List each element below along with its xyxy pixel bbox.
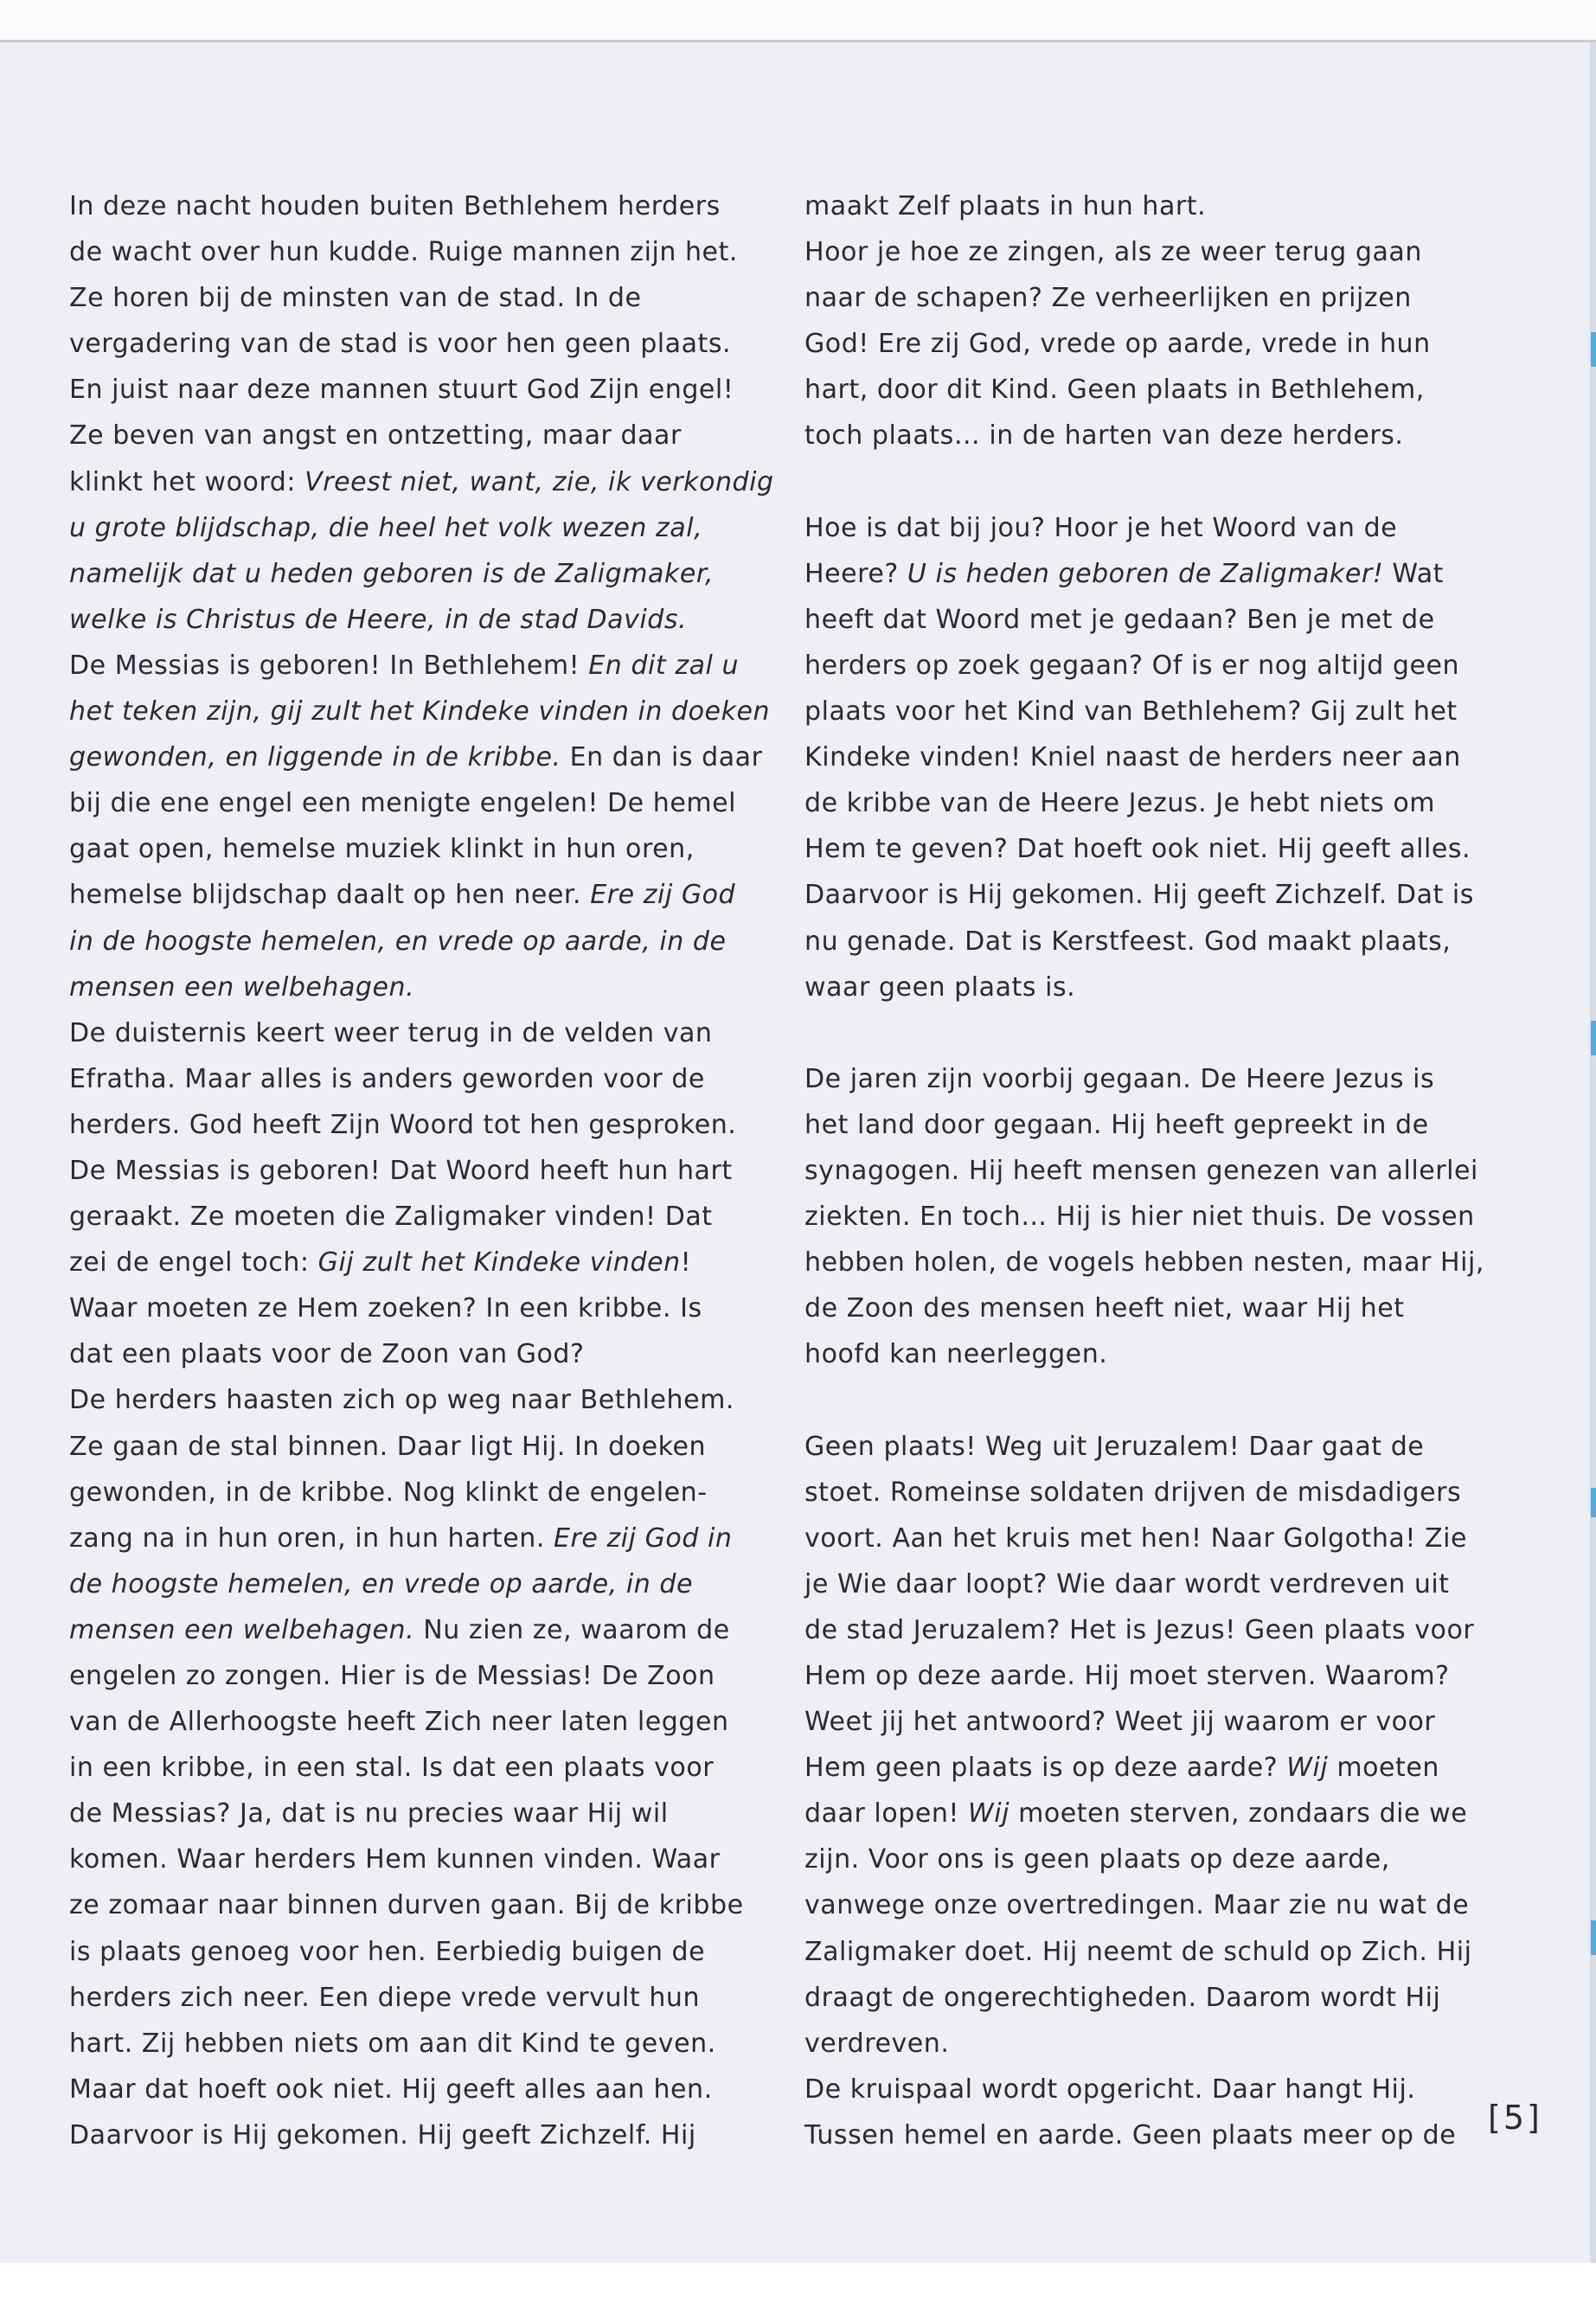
text-run: maakt Zelf plaats in hun hart. xyxy=(804,191,1207,221)
text-run: waar geen plaats is. xyxy=(804,971,1076,1003)
text-line xyxy=(804,2021,1479,2067)
text-line xyxy=(69,505,761,551)
text-run: Zaligmaker doet. Hij neemt de schuld op Zich. Hij xyxy=(804,1936,1472,1967)
text-run: zang na in hun oren, in hun harten. xyxy=(69,1522,554,1554)
right-text-column xyxy=(804,183,1484,2158)
text-run: de kribbe van de Heere Jezus. Je hebt niets om xyxy=(804,788,1436,819)
text-line xyxy=(69,826,761,872)
text-line xyxy=(804,965,1479,1010)
text-line xyxy=(804,551,1479,597)
text-run: heeft dat Woord met je gedaan? Ben je met de xyxy=(804,604,1435,635)
text-line xyxy=(804,229,1479,275)
text-run: engelen zo zongen. Hier is de Messias! De Zoon xyxy=(69,1661,715,1691)
text-run: herders zich neer. Een diepe vrede vervult hun xyxy=(69,1982,701,2013)
text-line xyxy=(69,1882,761,1928)
text-run: dat een plaats voor de Zoon van God? xyxy=(69,1339,585,1370)
text-run: Waar moeten ze Hem zoeken? In een kribbe. Is xyxy=(69,1293,702,1324)
text-line xyxy=(804,275,1479,321)
text-line xyxy=(804,1836,1479,1882)
text-run: Efratha. Maar alles is anders geworden voor de xyxy=(69,1063,705,1094)
text-line xyxy=(804,1653,1479,1699)
scripture-quote: in de hoogste hemelen, en vrede op aarde, in de xyxy=(69,926,727,957)
text-line xyxy=(804,1148,1479,1194)
text-run: de wacht over hun kudde. Ruige mannen zijn het. xyxy=(69,237,738,268)
text-run: In deze nacht houden buiten Bethlehem herders xyxy=(69,191,721,221)
text-line xyxy=(69,643,761,689)
scripture-quote: mensen een welbehagen. xyxy=(69,971,415,1003)
text-run: hemelse blijdschap daalt op hen neer. xyxy=(69,880,591,911)
text-run: Kindeke vinden! Kniel naast de herders neer aan xyxy=(804,742,1461,773)
text-line xyxy=(804,2067,1479,2112)
text-run: van de Allerhoogste heeft Zich neer laten leggen xyxy=(69,1707,729,1738)
text-line xyxy=(804,780,1479,826)
text-line xyxy=(804,505,1479,551)
text-run: ! xyxy=(680,1247,692,1279)
text-line xyxy=(804,1561,1479,1607)
text-line xyxy=(804,2112,1479,2158)
text-line xyxy=(804,1791,1479,1836)
text-run: de stad Jeruzalem? Het is Jezus! Geen plaats voor xyxy=(804,1614,1475,1645)
text-line xyxy=(69,1791,761,1836)
text-run: is plaats genoeg voor hen. Eerbiedig buigen de xyxy=(69,1936,706,1967)
page-number: [5] xyxy=(1488,2099,1542,2137)
text-line xyxy=(69,413,761,458)
text-run: verdreven. xyxy=(804,2028,950,2059)
text-line xyxy=(69,321,761,367)
text-line xyxy=(69,919,761,965)
text-line xyxy=(804,1102,1479,1148)
text-line xyxy=(69,1516,761,1561)
text-run: draagt de ongerechtigheden. Daarom wordt Hij xyxy=(804,1982,1441,2013)
text-run: Ze beven van angst en ontzetting, maar daar xyxy=(69,420,682,452)
text-run: bij die ene engel een menigte engelen! De hemel xyxy=(69,788,736,819)
text-line xyxy=(69,734,761,780)
scripture-quote: U is heden geboren de Zaligmaker! xyxy=(907,558,1384,589)
text-run: herders. God heeft Zijn Woord tot hen gesproken. xyxy=(69,1109,737,1140)
scripture-quote: namelijk dat u heden geboren is de Zaligmaker, xyxy=(69,558,715,589)
text-line xyxy=(69,2067,761,2112)
text-run: Daarvoor is Hij gekomen. Hij geeft Zichzelf. Dat is xyxy=(804,880,1474,911)
text-line xyxy=(69,597,761,643)
text-run: Heere? xyxy=(804,558,907,589)
scan-top-margin xyxy=(0,0,1596,42)
text-run: God! Ere zij God, vrede op aarde, vrede in hun xyxy=(804,329,1431,360)
text-run: ze zomaar naar binnen durven gaan. Bij de kribbe xyxy=(69,1890,744,1921)
text-run: Nu zien ze, waarom de xyxy=(414,1614,730,1645)
text-line xyxy=(69,1561,761,1607)
text-line xyxy=(69,1607,761,1653)
text-run: Maar dat hoeft ook niet. Hij geeft alles aan hen. xyxy=(69,2073,713,2105)
text-run: zei de engel toch: xyxy=(69,1247,318,1279)
text-line xyxy=(69,551,761,597)
text-line xyxy=(804,1424,1479,1470)
text-line xyxy=(69,229,761,275)
text-line xyxy=(69,780,761,826)
text-line xyxy=(804,1194,1479,1240)
text-run: Wat xyxy=(1383,558,1444,589)
text-line xyxy=(804,1331,1479,1377)
text-run: nu genade. Dat is Kerstfeest. God maakt plaats, xyxy=(804,926,1452,957)
text-run: in een kribbe, in een stal. Is dat een plaats voor xyxy=(69,1753,715,1784)
text-run: Hoe is dat bij jou? Hoor je het Woord van de xyxy=(804,512,1398,543)
text-run: En juist naar deze mannen stuurt God Zijn engel! xyxy=(69,375,734,406)
text-run: het land door gegaan. Hij heeft gepreekt in de xyxy=(804,1109,1429,1140)
text-run: Hem geen plaats is op deze aarde? xyxy=(804,1753,1287,1784)
scripture-quote: Vreest niet, want, zie, ik verkondig xyxy=(304,466,774,497)
text-run: je Wie daar loopt? Wie daar wordt verdreven uit xyxy=(804,1568,1450,1599)
text-line xyxy=(69,1836,761,1882)
text-run: Hoor je hoe ze zingen, als ze weer terug gaan xyxy=(804,237,1422,268)
text-line xyxy=(69,183,761,229)
text-run: En dan is daar xyxy=(561,742,763,773)
text-line xyxy=(69,965,761,1010)
scripture-quote: Ere zij God xyxy=(590,880,736,911)
text-line xyxy=(69,689,771,734)
paragraph-break xyxy=(804,1377,1479,1423)
paragraph-break xyxy=(804,459,1479,505)
text-line xyxy=(804,1882,1479,1928)
scripture-quote: En dit zal u xyxy=(588,650,740,681)
text-line xyxy=(69,2021,761,2067)
left-text-column xyxy=(69,183,774,2158)
text-line xyxy=(69,1056,761,1102)
text-line xyxy=(804,1699,1479,1745)
text-run: De jaren zijn voorbij gegaan. De Heere Jezus is xyxy=(804,1063,1435,1094)
scripture-quote: Ere zij God in xyxy=(554,1522,733,1554)
scripture-quote: de hoogste hemelen, en vrede op aarde, in de xyxy=(69,1568,693,1599)
scripture-quote: het teken zijn, gij zult het Kindeke vinden in doeken xyxy=(69,696,771,727)
text-line xyxy=(804,1056,1479,1102)
text-run: De Messias is geboren! Dat Woord heeft hun hart xyxy=(69,1155,733,1186)
text-run: toch plaats… in de harten van deze herders. xyxy=(804,420,1404,452)
scripture-quote: mensen een welbehagen. xyxy=(69,1614,415,1645)
text-run: De Messias is geboren! In Bethlehem! xyxy=(69,650,589,681)
scripture-quote: u grote blijdschap, die heel het volk wezen zal, xyxy=(69,512,703,543)
text-line xyxy=(804,1607,1479,1653)
text-line xyxy=(69,1424,761,1470)
text-run: moeten sterven, zondaars die we xyxy=(1010,1798,1468,1830)
text-run: de Zoon des mensen heeft niet, waar Hij het xyxy=(804,1293,1405,1324)
text-line xyxy=(69,1010,761,1056)
text-line xyxy=(804,689,1479,734)
text-line xyxy=(69,1699,761,1745)
text-line xyxy=(69,367,761,413)
text-line xyxy=(804,321,1479,367)
text-run: hebben holen, de vogels hebben nesten, maar Hij, xyxy=(804,1247,1484,1279)
text-line xyxy=(69,459,774,505)
text-run: geraakt. Ze moeten die Zaligmaker vinden! Dat xyxy=(69,1202,713,1233)
text-line xyxy=(69,275,761,321)
text-run: Geen plaats! Weg uit Jeruzalem! Daar gaat de xyxy=(804,1431,1425,1462)
text-line xyxy=(804,872,1479,918)
text-line xyxy=(804,826,1479,872)
text-line xyxy=(69,1975,761,2021)
text-run: Hem te geven? Dat hoeft ook niet. Hij geeft alles. xyxy=(804,834,1471,865)
text-run: komen. Waar herders Hem kunnen vinden. Waar xyxy=(69,1844,721,1875)
text-line xyxy=(804,919,1479,965)
text-line xyxy=(69,1470,761,1516)
scripture-quote: Wij xyxy=(968,1798,1010,1830)
text-line xyxy=(804,1929,1479,1975)
text-run: De duisternis keert weer terug in de velden van xyxy=(69,1017,713,1048)
text-line xyxy=(804,643,1479,689)
text-line xyxy=(69,1240,761,1285)
scripture-quote: Gij zult het Kindeke vinden xyxy=(317,1247,681,1279)
text-run: Daarvoor is Hij gekomen. Hij geeft Zichzelf. Hij xyxy=(69,2119,696,2150)
text-run: ziekten. En toch… Hij is hier niet thuis. De vossen xyxy=(804,1202,1475,1233)
text-run: de Messias? Ja, dat is nu precies waar Hij wil xyxy=(69,1798,669,1830)
text-run: Ze horen bij de minsten van de stad. In de xyxy=(69,283,642,314)
text-line xyxy=(804,1745,1479,1791)
text-run: De herders haasten zich op weg naar Bethlehem. xyxy=(69,1385,734,1416)
text-line xyxy=(69,1653,761,1699)
text-line xyxy=(69,1194,761,1240)
text-run: klinkt het woord: xyxy=(69,466,305,497)
edge-tab-marker xyxy=(1591,1021,1596,1055)
text-run: herders op zoek gegaan? Of is er nog altijd geen xyxy=(804,650,1460,681)
text-line xyxy=(804,1470,1479,1516)
text-run: vanwege onze overtredingen. Maar zie nu wat de xyxy=(804,1890,1470,1921)
text-run: stoet. Romeinse soldaten drijven de misdadigers xyxy=(804,1477,1462,1508)
edge-tab-marker xyxy=(1591,332,1596,367)
edge-tab-marker xyxy=(1591,1920,1596,1955)
text-line xyxy=(804,413,1479,458)
text-line xyxy=(804,1285,1479,1331)
text-line xyxy=(69,1377,761,1423)
text-line xyxy=(69,1331,761,1377)
text-run: plaats voor het Kind van Bethlehem? Gij zult het xyxy=(804,696,1458,727)
text-run: De kruispaal wordt opgericht. Daar hangt Hij. xyxy=(804,2073,1416,2105)
text-run: Hem op deze aarde. Hij moet sterven. Waarom? xyxy=(804,1661,1450,1691)
text-run: hart, door dit Kind. Geen plaats in Bethlehem, xyxy=(804,375,1425,406)
text-run: vergadering van de stad is voor hen geen plaats. xyxy=(69,329,732,360)
text-line xyxy=(69,1148,761,1194)
text-line xyxy=(69,2112,761,2158)
text-line xyxy=(69,1745,761,1791)
text-line xyxy=(804,1240,1484,1285)
text-line xyxy=(804,183,1479,229)
scripture-quote: Wij xyxy=(1286,1753,1329,1784)
text-line xyxy=(804,734,1479,780)
text-run: Weet jij het antwoord? Weet jij waarom er voor xyxy=(804,1707,1436,1738)
text-line xyxy=(69,1102,761,1148)
text-line xyxy=(804,1975,1479,2021)
text-run: hart. Zij hebben niets om aan dit Kind te geven. xyxy=(69,2028,716,2059)
scan-bottom-margin xyxy=(0,2263,1596,2301)
text-run: voort. Aan het kruis met hen! Naar Golgotha! Zie xyxy=(804,1522,1467,1554)
text-line xyxy=(804,1516,1479,1561)
scripture-quote: gewonden, en liggende in de kribbe. xyxy=(69,742,561,773)
text-run: Tussen hemel en aarde. Geen plaats meer op de xyxy=(804,2119,1457,2150)
text-run: synagogen. Hij heeft mensen genezen van allerlei xyxy=(804,1155,1478,1186)
text-line xyxy=(69,1929,761,1975)
text-line xyxy=(804,597,1479,643)
text-line xyxy=(69,872,761,918)
text-run: gaat open, hemelse muziek klinkt in hun oren, xyxy=(69,834,695,865)
text-run: hoofd kan neerleggen. xyxy=(804,1339,1108,1370)
text-run: Ze gaan de stal binnen. Daar ligt Hij. In doeken xyxy=(69,1431,707,1462)
text-run: moeten xyxy=(1328,1753,1439,1784)
scripture-quote: welke is Christus de Heere, in de stad Davids. xyxy=(69,604,688,635)
text-run: gewonden, in de kribbe. Nog klinkt de engelen- xyxy=(69,1477,708,1508)
text-run: zijn. Voor ons is geen plaats op deze aarde, xyxy=(804,1844,1390,1875)
text-run: daar lopen! xyxy=(804,1798,969,1830)
text-run: naar de schapen? Ze verheerlijken en prijzen xyxy=(804,283,1412,314)
text-line xyxy=(69,1285,761,1331)
edge-tab-marker xyxy=(1591,1488,1596,1517)
paragraph-break xyxy=(804,1010,1479,1056)
text-line xyxy=(804,367,1479,413)
